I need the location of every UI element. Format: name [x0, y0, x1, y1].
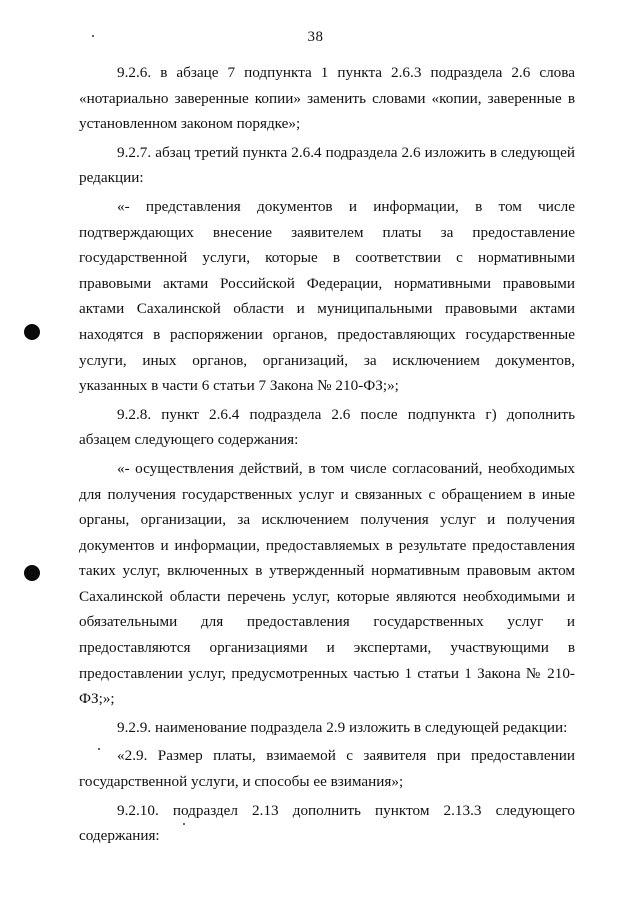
page-number: 38 — [307, 29, 324, 45]
paragraph-9-2-7: 9.2.7. абзац третий пункта 2.6.4 подраздела 2.6 изложить в следующей редакции: — [79, 143, 575, 187]
document-body — [79, 60, 575, 852]
punch-hole-bottom — [24, 565, 40, 581]
paragraph-9-2-6: 9.2.6. в абзаце 7 подпункта 1 пункта 2.6.3 подраздела 2.6 слова «нотариально заверенные копии» заменить словами «копии, заверенные в установленном законом порядке»; — [79, 64, 575, 133]
quoted-text-1: «- представления документов и информации, в том числе подтверждающих внесение заявителем платы за предоставление государственной услуги, которые в соответствии с нормативными правовыми актами Российской Федерации, нормативными правовыми актами Сахалинской области и муниципальными правовыми актами находятся в распоряжении органов, предоставляющих государственные услуги, иных органов, организаций, за исключением документов, указанных в части 6 статьи 7 Закона № 210-ФЗ;»; — [79, 197, 575, 395]
scan-speck — [92, 35, 94, 37]
quoted-text-2: «- осуществления действий, в том числе согласований, необходимых для получения государственных услуг и связанных с обращением в иные органы, организации, за исключением получения услуг и получения документов и информации, предоставляемых в результате предоставления таких услуг, включенных в утвержденный нормативным правовым актом Сахалинской области перечень услуг, которые являются необходимыми и обязательными для предоставления государственных услуг и предоставляются организациями и экспертами, участвующими в предоставлении услуг, предусмотренных частью 1 статьи 1 Закона № 210-ФЗ;»; — [79, 459, 575, 708]
punch-hole-top — [24, 324, 40, 340]
quoted-text-3: «2.9. Размер платы, взимаемой с заявителя при предоставлении государственной услуги, и способы ее взимания»; — [79, 747, 575, 791]
paragraph-9-2-10: 9.2.10. подраздел 2.13 дополнить пунктом 2.13.3 следующего содержания: — [79, 801, 575, 845]
paragraph-9-2-9: 9.2.9. наименование подраздела 2.9 изложить в следующей редакции: — [117, 718, 568, 736]
paragraph-9-2-8: 9.2.8. пункт 2.6.4 подраздела 2.6 после подпункта г) дополнить абзацем следующего содержания: — [79, 405, 575, 449]
